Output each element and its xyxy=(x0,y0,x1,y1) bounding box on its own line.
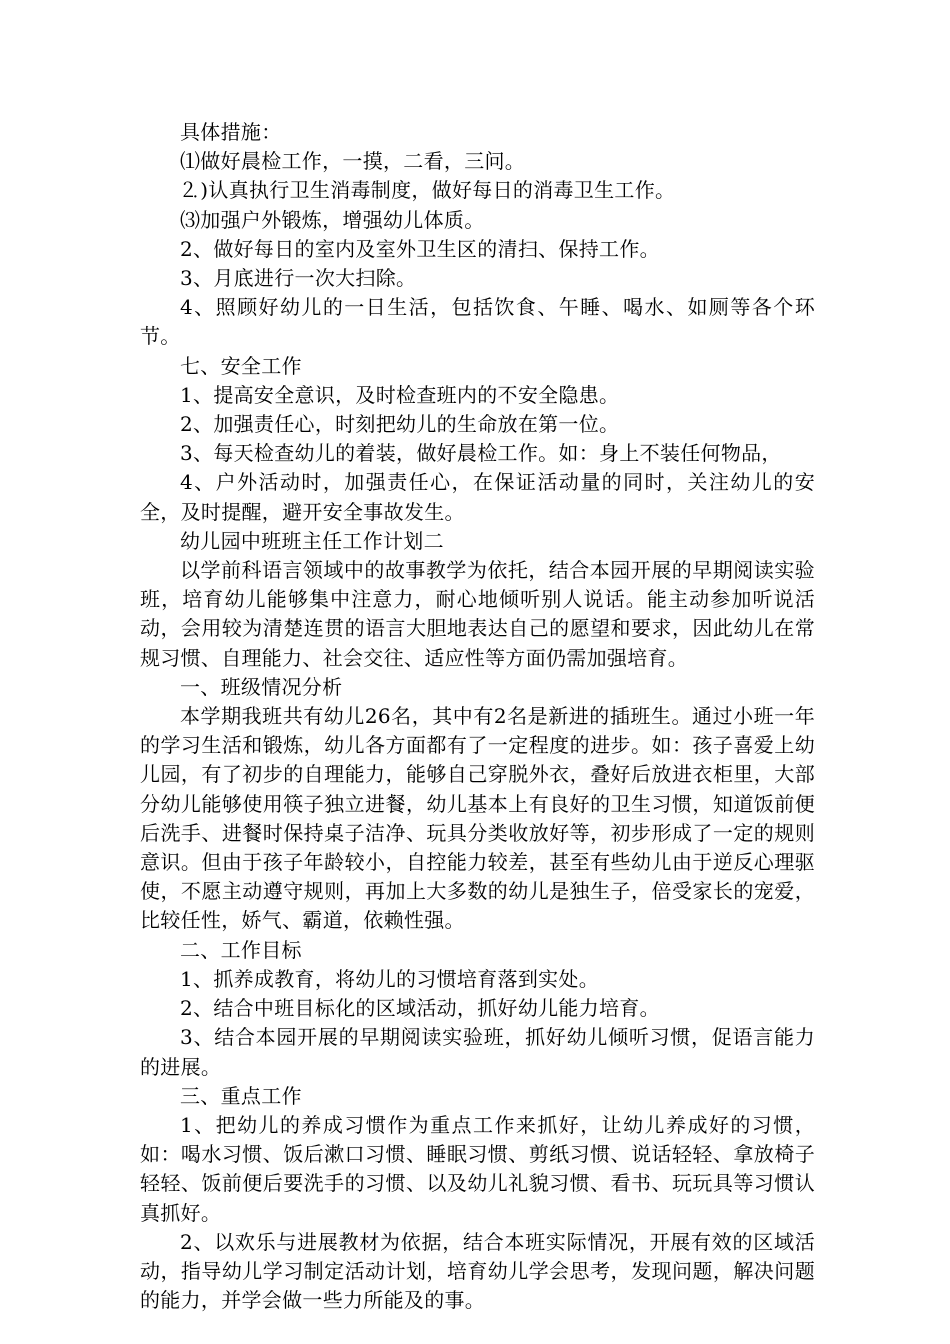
paragraph-intro: 以学前科语言领域中的故事教学为依托，结合本园开展的早期阅读实验班，培育幼儿能够集中注意力，耐心地倾听别人说话。能主动参加听说活动，会用较为清楚连贯的语言大胆地表达自己的愿望和要求，因此幼儿在常规习惯、自理能力、社会交往、适应性等方面仍需加强培育。 xyxy=(140,558,815,670)
paragraph-goal-3: 3、结合本园开展的早期阅读实验班，抓好幼儿倾听习惯，促语言能力的进展。 xyxy=(140,1025,815,1079)
paragraph-key-work-2: 2、以欢乐与进展教材为依据，结合本班实际情况，开展有效的区域活动，指导幼儿学习制定活动计划，培育幼儿学会思考，发现问题，解决问题的能力，并学会做一些力所能及的事。 xyxy=(140,1229,815,1313)
paragraph-goal-1: 1、抓养成教育，将幼儿的习惯培育落到实处。 xyxy=(180,966,600,991)
paragraph-goal-2: 2、结合中班目标化的区域活动，抓好幼儿能力培育。 xyxy=(180,996,660,1021)
paragraph-safety-1: 1、提高安全意识，及时检查班内的不安全隐患。 xyxy=(180,382,620,407)
section-heading-class-analysis: 一、班级情况分析 xyxy=(180,674,343,699)
paragraph-key-work-1: 1、把幼儿的养成习惯作为重点工作来抓好，让幼儿养成好的习惯，如：喝水习惯、饭后漱口习惯、睡眠习惯、剪纸习惯、说话轻轻、拿放椅子轻轻、饭前便后要洗手的习惯、以及幼儿礼貌习惯、看书、玩玩具等习惯认真抓好。 xyxy=(140,1112,815,1225)
paragraph-measure-2: ⒉)认真执行卫生消毒制度，做好每日的消毒卫生工作。 xyxy=(180,178,676,203)
section-heading-key-work: 三、重点工作 xyxy=(180,1083,302,1108)
section-heading-goals: 二、工作目标 xyxy=(180,937,302,962)
paragraph-measure-3: ⑶加强户外锻炼，增强幼儿体质。 xyxy=(180,207,485,232)
section-heading-safety: 七、安全工作 xyxy=(180,353,302,378)
document-subtitle: 幼儿园中班班主任工作计划二 xyxy=(180,528,444,553)
paragraph-measures-heading: 具体措施： xyxy=(180,120,282,144)
paragraph-measure-1: ⑴做好晨检工作，一摸，二看，三问。 xyxy=(180,149,526,174)
paragraph-class-analysis: 本学期我班共有幼儿26名，其中有2名是新进的插班生。通过小班一年的学习生活和锻炼，幼儿各方面都有了一定程度的进步。如：孩子喜爱上幼儿园，有了初步的自理能力，能够自己穿脱外衣，叠好后放进衣柜里，大部分幼儿能够使用筷子独立进餐，幼儿基本上有良好的卫生习惯，知道饭前便后洗手、进餐时保持桌子洁净、玩具分类收放好等，初步形成了一定的规则意识。但由于孩子年龄较小，自控能力较差，甚至有些幼儿由于逆反心理驱使，不愿主动遵守规则，再加上大多数的幼儿是独生子，倍受家长的宠爱，比较任性，娇气、霸道，依赖性强。 xyxy=(140,704,815,933)
paragraph-item-4: 4、照顾好幼儿的一日生活，包括饮食、午睡、喝水、如厕等各个环节。 xyxy=(140,295,815,349)
paragraph-item-3: 3、月底进行一次大扫除。 xyxy=(180,266,417,291)
paragraph-safety-2: 2、加强责任心，时刻把幼儿的生命放在第一位。 xyxy=(180,412,620,437)
paragraph-item-2: 2、做好每日的室内及室外卫生区的清扫、保持工作。 xyxy=(180,236,660,261)
document-body xyxy=(140,118,815,1315)
paragraph-safety-4: 4、户外活动时，加强责任心，在保证活动量的同时，关注幼儿的安全，及时提醒，避开安全事故发生。 xyxy=(140,470,815,524)
paragraph-safety-3: 3、每天检查幼儿的着装，做好晨检工作。如：身上不装任何物品， xyxy=(180,441,782,466)
